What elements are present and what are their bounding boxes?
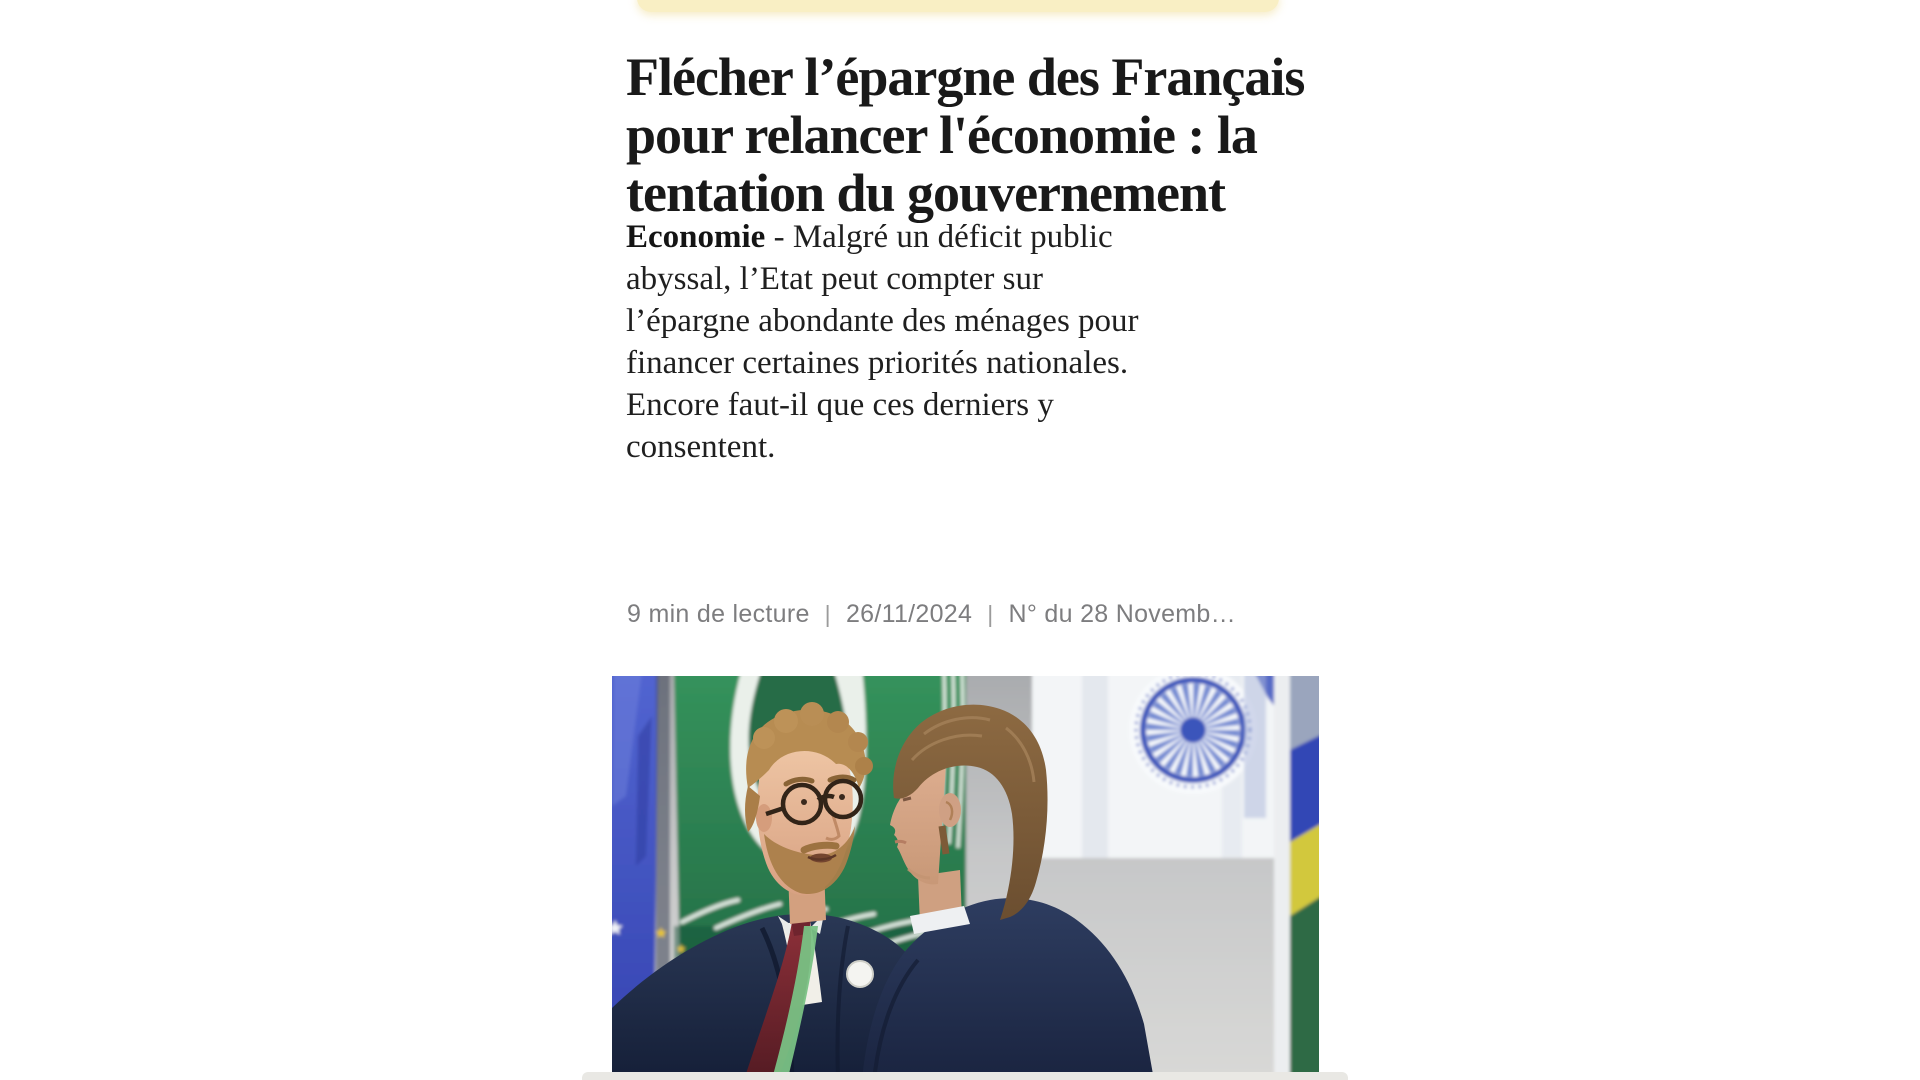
category-label: Economie — [626, 219, 766, 255]
highlight-bar — [637, 0, 1279, 12]
article-photo[interactable] — [612, 676, 1319, 1072]
title-line-2: pour relancer l'économie : la — [626, 105, 1257, 165]
standfirst-line-2: abyssal, l’Etat peut compter sur — [626, 261, 1043, 297]
meta-separator: | — [987, 601, 994, 627]
standfirst-text: Malgré un déficit public — [792, 219, 1113, 255]
next-section-edge — [582, 1072, 1348, 1080]
ear — [939, 793, 961, 827]
india-flag — [1032, 676, 1292, 858]
article-standfirst — [626, 216, 1326, 468]
title-line-3: tentation du gouvernement — [626, 163, 1225, 223]
standfirst-line-5: Encore faut-il que ces derniers y — [626, 387, 1054, 423]
meta-separator: | — [824, 601, 831, 627]
title-line-1: Flécher l’épargne des Français — [626, 47, 1305, 107]
issue-number: N° du 28 Novemb… — [1008, 600, 1236, 628]
category-separator: - — [765, 219, 793, 255]
article-meta — [627, 598, 1236, 630]
standfirst-line-4: financer certaines priorités nationales. — [626, 345, 1129, 381]
right-flag — [1274, 676, 1319, 1072]
article-title — [626, 48, 1386, 222]
article-photo-illustration — [612, 676, 1319, 1072]
reading-time: 9 min de lecture — [627, 600, 810, 628]
standfirst-line-3: l’épargne abondante des ménages pour — [626, 303, 1139, 339]
publication-date: 26/11/2024 — [845, 600, 973, 628]
standfirst-line-1 — [626, 216, 1326, 258]
standfirst-line-6: consentent. — [626, 429, 776, 465]
